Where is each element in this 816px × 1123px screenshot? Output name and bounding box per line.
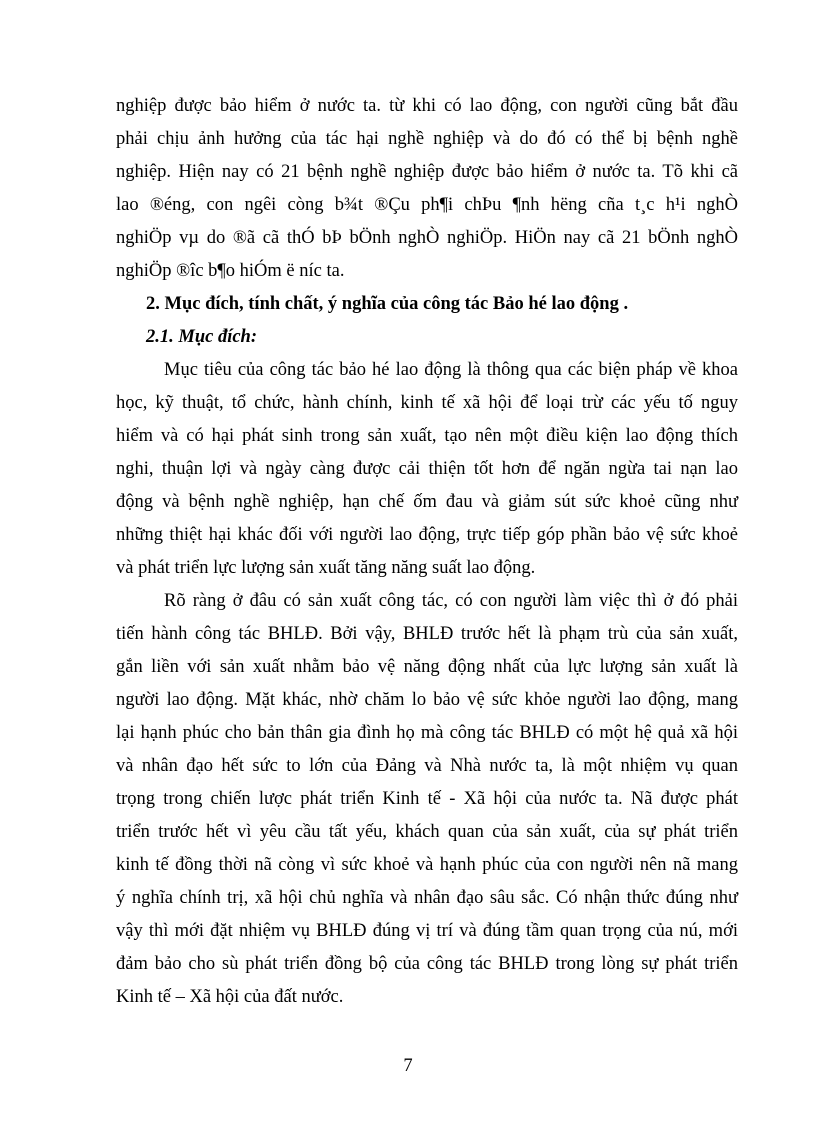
text-line: đảm bảo cho sù phát triển đồng bộ của công tác BHLĐ trong lòng sự phát triển	[116, 954, 738, 974]
text-line: nghiÖp ®îc b¶o hiÓm ë níc ta.	[116, 261, 345, 281]
text-line: phải chịu ảnh hưởng của tác hại nghề nghiệp và do đó có thể bị bệnh nghề	[116, 129, 738, 149]
subsection-heading: 2.1. Mục đích:	[146, 327, 257, 347]
text-line: người lao động. Mặt khác, nhờ chăm lo bảo vệ sức khỏe người lao động, mang	[116, 690, 738, 710]
text-line: trọng trong chiến lược phát triển Kinh tế - Xã hội của nước ta. Nã được phát	[116, 789, 738, 809]
text-line: Kinh tế – Xã hội của đất nước.	[116, 987, 344, 1007]
text-line: tiến hành công tác BHLĐ. Bởi vậy, BHLĐ trước hết là phạm trù của sản xuất,	[116, 624, 738, 644]
text-line: lại hạnh phúc cho bản thân gia đình họ mà công tác BHLĐ có một hệ quả xã hội	[116, 723, 738, 743]
text-line: lao ®éng, con ngêi còng b¾t ®Çu ph¶i chÞu ¶nh hëng cña t¸c h¹i nghÒ	[116, 195, 738, 215]
text-line: Rõ ràng ở đâu có sản xuất công tác, có con người làm việc thì ở đó phải	[164, 591, 738, 611]
text-line: hiểm và có hại phát sinh trong sản xuất, tạo nên một điều kiện lao động thích	[116, 426, 738, 446]
text-line: nghiệp. Hiện nay có 21 bệnh nghề nghiệp được bảo hiểm ở nước ta. Tõ khi cã	[116, 162, 738, 182]
paragraph-3	[116, 585, 738, 1014]
text-line: gắn liền với sản xuất nhằm bảo vệ năng động nhất của lực lượng sản xuất là	[116, 657, 738, 677]
text-line: nghiệp được bảo hiểm ở nước ta. từ khi có lao động, con người cũng bắt đầu	[116, 96, 738, 116]
text-line: kinh tế đồng thời nã còng vì sức khoẻ và hạnh phúc của con người nên nã mang	[116, 855, 738, 875]
paragraph-2	[116, 354, 738, 585]
text-line: những thiệt hại khác đối với người lao động, trực tiếp góp phần bảo vệ sức khoẻ	[116, 525, 738, 545]
text-line: triển trước hết vì yêu cầu tất yếu, khách quan của sản xuất, của sự phát triển	[116, 822, 738, 842]
text-line: và nhân đạo hết sức to lớn của Đảng và Nhà nước ta, là một nhiệm vụ quan	[116, 756, 738, 776]
text-line: vậy thì mới đặt nhiệm vụ BHLĐ đúng vị trí và đúng tầm quan trọng của nú, mới	[116, 921, 738, 941]
document-page	[116, 90, 738, 1014]
section-heading: 2. Mục đích, tính chất, ý nghĩa của công tác Bảo hé lao động .	[146, 294, 629, 314]
text-line: và phát triển lực lượng sản xuất tăng năng suất lao động.	[116, 558, 536, 578]
text-line: ý nghĩa chính trị, xã hội chủ nghĩa và nhân đạo sâu sắc. Có nhận thức đúng như	[116, 888, 738, 908]
paragraph-1	[116, 90, 738, 288]
text-line: học, kỹ thuật, tổ chức, hành chính, kinh tế xã hội để loại trừ các yếu tố nguy	[116, 393, 738, 413]
text-line: Mục tiêu của công tác bảo hé lao động là thông qua các biện pháp về khoa	[164, 360, 738, 380]
text-line: nghiÖp vµ do ®ã cã thÓ bÞ bÖnh nghÒ nghiÖp. HiÖn nay cã 21 bÖnh nghÒ	[116, 228, 738, 248]
page-number: 7	[403, 1056, 413, 1076]
text-line: nghi, thuận lợi và ngày càng được cải thiện tốt hơn để ngăn ngừa tai nạn lao	[116, 459, 738, 479]
text-line: động và bệnh nghề nghiệp, hạn chế ốm đau và giảm sút sức khoẻ cũng như	[116, 492, 738, 512]
